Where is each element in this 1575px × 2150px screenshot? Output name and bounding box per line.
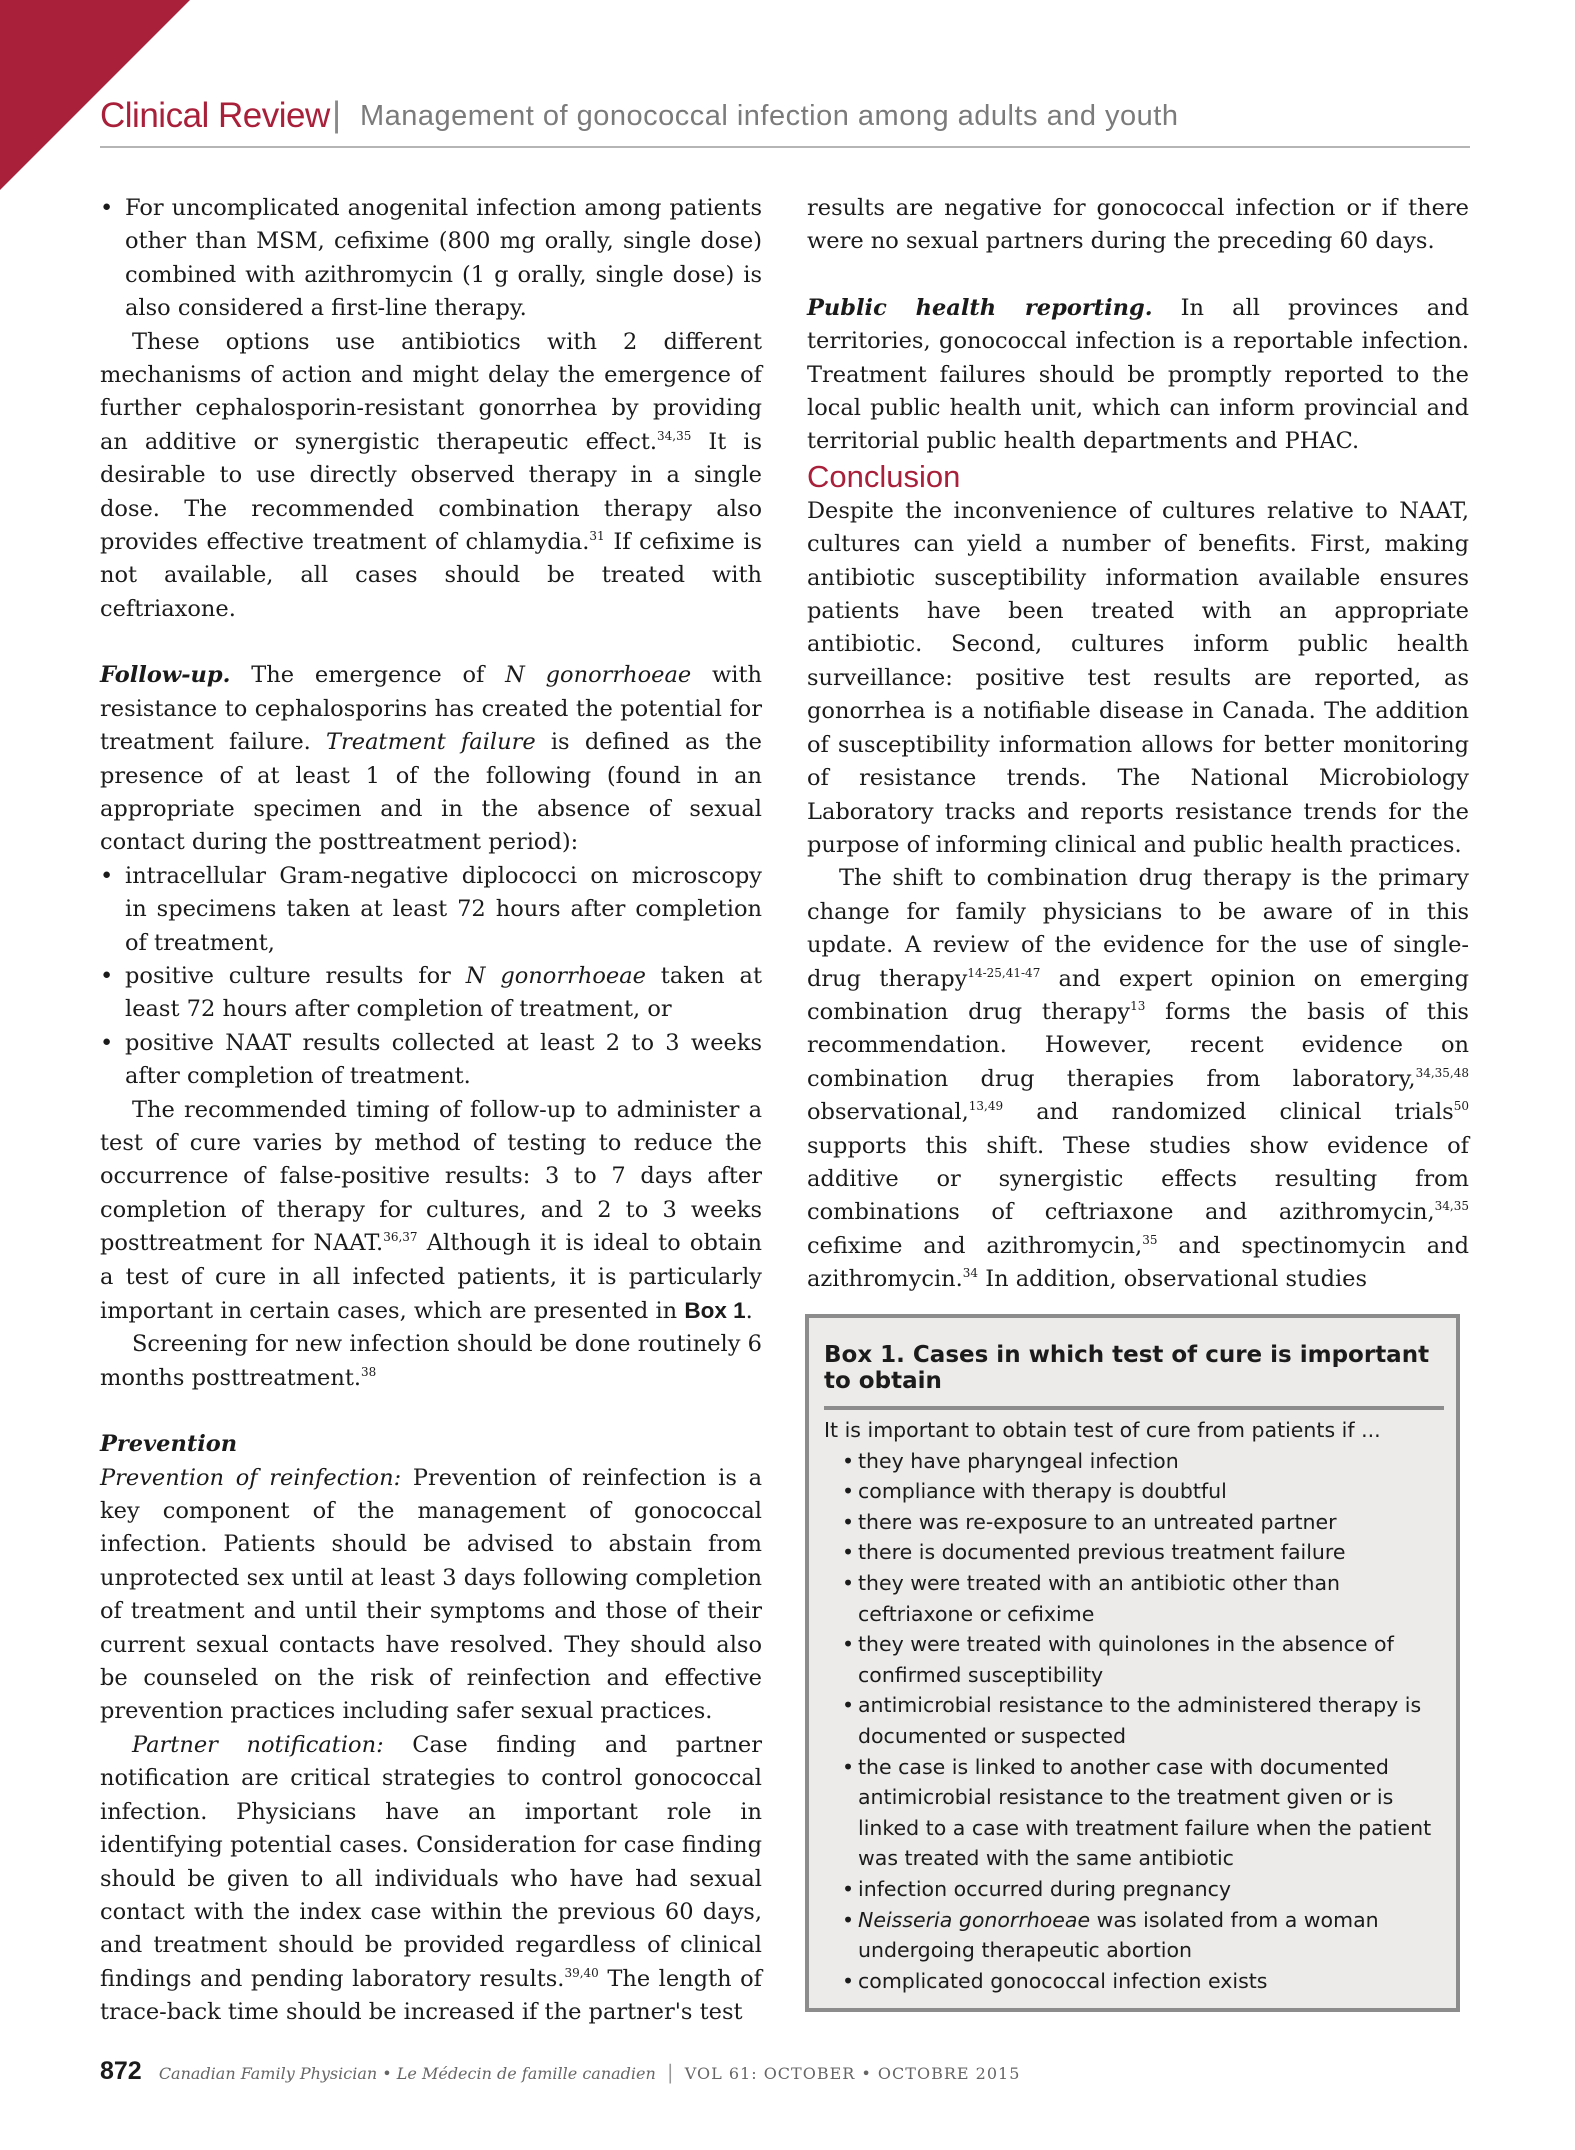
reference[interactable]: 14-25,41-47 bbox=[967, 965, 1041, 980]
failure-bullet: • intracellular Gram-negative diplococci on microscopy in specimens taken at least 72 hours after completion of treatment, bbox=[100, 860, 762, 960]
corner-ribbon bbox=[0, 0, 190, 190]
footer-separator: | bbox=[666, 2060, 674, 2084]
reference[interactable]: 31 bbox=[589, 529, 605, 544]
list-item: • the case is linked to another case with documented antimicrobial resistance to the treatment given or is linked to a case with treatment failure when the patient was treated with the same antibiotic bbox=[842, 1752, 1444, 1874]
reference[interactable]: 13 bbox=[1130, 998, 1146, 1013]
running-header bbox=[100, 96, 1470, 148]
section-label: Clinical Review bbox=[100, 96, 330, 135]
right-column bbox=[807, 192, 1469, 1297]
paragraph-options: These options use antibiotics with 2 different mechanisms of action and might delay the emergence of further cephalosporin-resistant gonorrhea by providing an additive or synergistic therapeutic effect.$^{34,35}$ It is desirable to use directly observed therapy in a single dose. The recommended combination therapy also provides effective treatment of chlamydia.$^{31}$ If cefixime is not available, all cases should be treated with ceftriaxone. bbox=[100, 328, 763, 622]
article-title: Management of gonococcal infection among adults and youth bbox=[360, 100, 1179, 132]
reference[interactable]: 36,37 bbox=[383, 1230, 418, 1245]
paragraph-followup: Follow-up. The emergence of N gonorrhoeae with resistance to cephalosporins has created the potential for treatment failure. Treatment failure is defined as the presence of at least 1 of the following (found in an appropriate specimen and in the absence of sexual contact during the posttreatment period): bbox=[100, 662, 763, 856]
reference[interactable]: 34 bbox=[962, 1266, 979, 1281]
paragraph-reinfection: Prevention of reinfection: Prevention of reinfection is a key component of the management of gonococcal infection. Patients should be advised to abstain from unprotected sex until at least 3 days following completion of treatment and until their symptoms and those of their current sexual contacts have resolved. They should also be counseled on the risk of reinfection and effective prevention practices including safer sexual practices. bbox=[100, 1464, 762, 1725]
box-1 bbox=[805, 1314, 1460, 2012]
list-item: • they have pharyngeal infection bbox=[842, 1446, 1444, 1477]
issue-info: VOL 61: OCTOBER • OCTOBRE 2015 bbox=[684, 2064, 1021, 2083]
reference[interactable]: 39,40 bbox=[564, 1965, 599, 1980]
followup-heading: Follow-up. bbox=[100, 662, 231, 689]
paragraph-conclusion-1: Despite the inconvenience of cultures relative to NAAT, cultures can yield a number of benefits. First, making antibiotic susceptibility information available ensures patients have been treated with an appropriate antibiotic. Second, cultures inform public health surveillance: positive test results are reported, as gonorrhea is a notifiable disease in Canada. The addition of susceptibility information allows for better monitoring of resistance trends. The National Microbiology Laboratory tracks and reports resistance trends for the purpose of informing clinical and public health practices. bbox=[807, 497, 1469, 858]
list-item: • they were treated with an antibiotic other than ceftriaxone or cefixime bbox=[842, 1568, 1444, 1629]
reference[interactable]: 50 bbox=[1453, 1099, 1469, 1114]
box-1-link[interactable]: Box 1 bbox=[684, 1298, 746, 1323]
paragraph-public-health: Public health reporting. In all provinces and territories, gonococcal infection is a reportable infection. Treatment failures should be promptly reported to the local public health unit, which can inform provincial and territorial public health departments and PHAC. bbox=[807, 294, 1469, 455]
failure-bullet: • positive NAAT results collected at least 2 to 3 weeks after completion of treatment. bbox=[100, 1027, 762, 1094]
reference[interactable]: 34,35 bbox=[657, 428, 692, 443]
prevention-heading: Prevention bbox=[100, 1431, 238, 1458]
reference[interactable]: 35 bbox=[1142, 1232, 1158, 1247]
paragraph-timing: The recommended timing of follow-up to administer a test of cure varies by method of testing to reduce the occurrence of false-positive results: 3 to 7 days after completion of therapy for cultures, and 2 to 3 weeks posttreatment for NAAT.$^{36,37}$ Although it is ideal to obtain a test of cure in all infected patients, it is particularly important in certain cases, which are presented in Box 1. bbox=[100, 1096, 762, 1324]
bullet-msm: • For uncomplicated anogenital infection among patients other than MSM, cefixime (800 mg orally, single dose) combined with azithromycin (1 g orally, single dose) is also considered a first-line therapy. bbox=[100, 192, 762, 326]
box-intro: It is important to obtain test of cure from patients if ... bbox=[824, 1418, 1381, 1442]
paragraph-continued: results are negative for gonococcal infection or if there were no sexual partners during the preceding 60 days. bbox=[807, 195, 1469, 255]
paragraph-conclusion-2: The shift to combination drug therapy is the primary change for family physicians to be aware of in this update. A review of the evidence for the use of single-drug therapy$^{14-25,41-47}$ and expert opinion on emerging combination drug therapy$^{13}$ forms the basis of this recommendation. However, recent evidence on combination drug therapies from laboratory,$^{34,35,48}$ observational,$^{13,49}$ and randomized clinical trials$^{50}$ supports this shift. These studies show evidence of additive or synergistic effects resulting from combinations of ceftriaxone and azithromycin,$^{34,35}$ cefixime and azithromycin,$^{35}$ and spectinomycin and azithromycin.$^{34}$ In addition, observational studies bbox=[807, 865, 1469, 1293]
left-column bbox=[100, 192, 762, 2030]
box-title: Box 1. Cases in which test of cure is important to obtain bbox=[824, 1342, 1444, 1410]
box-body bbox=[824, 1415, 1444, 1996]
conclusion-heading: Conclusion bbox=[807, 458, 961, 494]
journal-name: Canadian Family Physician • Le Médecin de famille canadien bbox=[158, 2064, 656, 2083]
list-item: • complicated gonococcal infection exists bbox=[842, 1966, 1444, 1997]
list-item: • antimicrobial resistance to the administered therapy is documented or suspected bbox=[842, 1690, 1444, 1751]
list-item: • they were treated with quinolones in the absence of confirmed susceptibility bbox=[842, 1629, 1444, 1690]
list-item: • infection occurred during pregnancy bbox=[842, 1874, 1444, 1905]
paragraph-screening: Screening for new infection should be done routinely 6 months posttreatment.$^{38}$ bbox=[100, 1331, 762, 1391]
header-separator: | bbox=[332, 95, 342, 134]
list-item: • Neisseria gonorrhoeae was isolated from a woman undergoing therapeutic abortion bbox=[842, 1905, 1444, 1966]
list-item: • there is documented previous treatment failure bbox=[842, 1537, 1444, 1568]
paragraph-partner-notification: Partner notification: Case finding and partner notification are critical strategies to control gonococcal infection. Physicians have an important role in identifying potential cases. Consideration for case finding should be given to all individuals who have had sexual contact with the index case within the previous 60 days, and treatment should be provided regardless of clinical findings and pending laboratory results.$^{39,40}$ The length of trace-back time should be increased if the partner's test bbox=[100, 1731, 762, 2026]
list-item: • compliance with therapy is doubtful bbox=[842, 1476, 1444, 1507]
public-health-heading: Public health reporting. bbox=[807, 294, 1153, 321]
page-footer bbox=[100, 2057, 1400, 2086]
page-number: 872 bbox=[100, 2057, 142, 2085]
reference[interactable]: 34,35 bbox=[1434, 1199, 1469, 1214]
reference[interactable]: 34,35,48 bbox=[1415, 1065, 1469, 1080]
box-list bbox=[824, 1446, 1444, 1997]
reference[interactable]: 13,49 bbox=[968, 1099, 1004, 1114]
list-item: • there was re-exposure to an untreated partner bbox=[842, 1507, 1444, 1538]
failure-bullet: • positive culture results for N gonorrhoeae taken at least 72 hours after completion of treatment, or bbox=[100, 960, 762, 1027]
reference[interactable]: 38 bbox=[361, 1364, 377, 1379]
